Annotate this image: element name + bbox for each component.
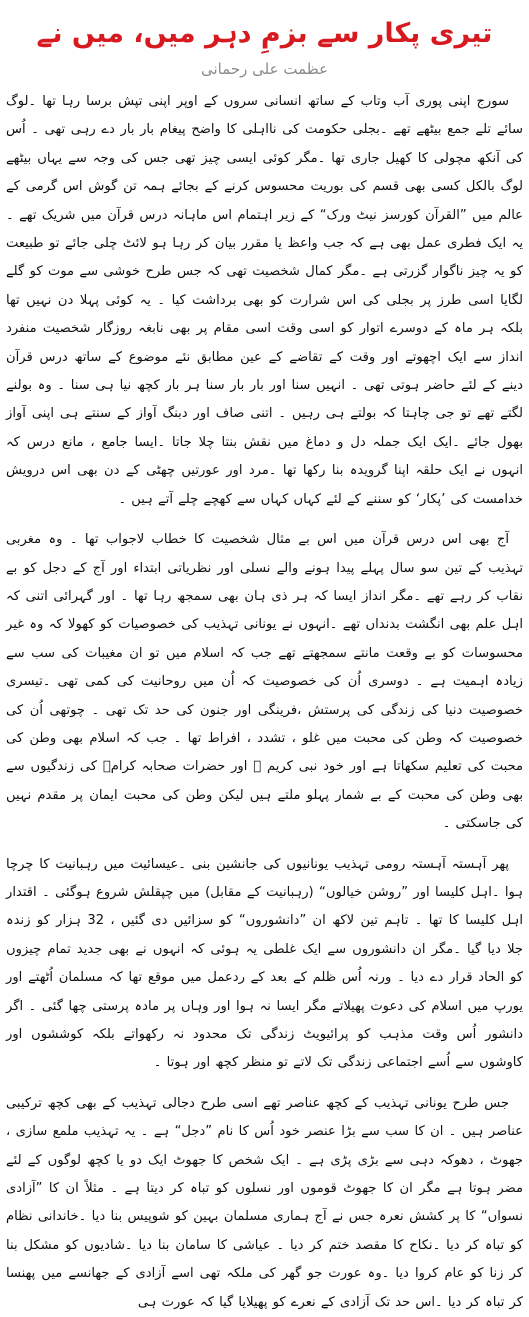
paragraph-text: جس طرح یونانی تہذیب کے کچھ عناصر تھے اسی طرح دجالی تہذیب کے بھی کچھ ترکیبی عناصر ہیں ۔ ان کا سب سے بڑا عنصر خود اُس کا نام ”دجل“ ہے ۔ یہ تہذیب ملمع سازی ، جھوٹ ، دھوکہ دہی سے بڑی پڑی ہے ۔ ایک شخص کا جھوٹ ایک دو یا کچھ لوگوں کے لئے مضر ہوتا ہے مگر ان کا جھوٹ قوموں اور نسلوں کو تباہ کر دیتا ہے ۔ مثلاً ان کا ”آزادی نسواں“ کا پر کشش نعرہ جس نے آج ہماری مسلمان بہین کو شوپیس بنا دیا ۔خاندانی نظام کو تباہ کر دیا ۔نکاح کا مقصد ختم کر دیا ۔ عیاشی کا سامان بنا دیا ۔شادیوں کو مشکل بنا کر زنا کو عام کروا دیا ۔وہ عورت جو گھر کی ملکہ تھی اسے آزادی کے جھانسے میں پھنسا کر تباہ کر دیا ۔اس حد تک آزادی کے نعرے کو پھیلایا گیا کہ عورت ہی [6,1095,523,1310]
paragraph-text: آج بھی اس درس قرآن میں اس بے مثال شخصیت کا خطاب لاجواب تھا ۔ وہ مغربی تہذیب کے تین سو سال پہلے پیدا ہونے والے نسلی اور نظریاتی ابتداء اور آج کے دجل کو بے نقاب کر رہے تھے ۔مگر انداز ایسا کہ ہر ذی ہان بھی سمجھ رہا تھا ۔ اور گہرائی اتنی کہ اہل علم بھی انگشت بدنداں تھے ۔انہوں نے یونانی تہذیب کی خصوصیات کو کھولا کہ وہ غیر محسوسات کو بے وقعت مانتے سمجھتے تھے جب کہ اسلام میں تو ان مغیبات کی سب سے زیادہ اہمیت ہے ۔ دوسری اُن کی خصوصیت کہ اُن میں روحانیت کی کمی تھی ۔تیسری خصوصیت دنیا کی زندگی کی پرستش ،فرینگی اور جنون کی حد تک تھی ۔ چوتھی اُن کی خصوصیت کہ وطن کی محبت میں غلو ، تشدد ، افراط تھا ۔ جب کہ اسلام بھی وطن کی محبت کی تعلیم سکھاتا ہے اور خود نبی کریم ﷺ اور حضرات صحابہ کرامؓ کی زندگیوں سے بھی وطن کی محبت کے بے شمار پہلو ملتے ہیں لیکن وطن کی محبت ایمان پر مقدم نہیں کی جاسکتی ۔ [6,532,523,832]
paragraph-2 [6,526,523,838]
paragraph-3 [6,851,523,1078]
article-title: تیری پکار سے بزمِ دہر میں، میں نے [36,18,493,49]
article-body [6,88,523,1317]
article-author: عظمت علی رحمانی [200,60,329,78]
paragraph-4 [6,1090,523,1317]
paragraph-text: پھر آہستہ آہستہ رومی تہذیب یونانیوں کی جانشین بنی ۔عیسائیت میں رہبانیت کا چرچا ہوا ۔اہل کلیسا اور ”روشن خیالوں“ (رہبانیت کے مقابل) میں چپقلش شروع ہوگئی ۔ اقتدار اہل کلیسا کا تھا ۔ تاہم تین لاکھ ان ”دانشوروں“ کو سزائیں دی گئیں ، 32 ہزار کو زندہ جلا دیا گیا ۔مگر ان دانشوروں سے ایک غلطی یہ ہوئی کہ انہوں نے بھی جدید تمام چیزوں کو الحاد قرار دے دیا ۔ ورنہ اُس ظلم کے بعد کے ردعمل میں موقع تھا کہ مسلمان اُٹھتے اور یورپ میں اسلام کی دعوت پھیلاتے مگر ایسا نہ ہوا اور وہاں پر مادہ پرستی چھا گئی ۔ اگر دانشور اُس وقت مذہب کو پرائیویٹ زندگی تک محدود نہ رکھواتے بلکہ کوششوں اور کاوشوں سے اُسے اجتماعی زندگی تک لاتے تو منظر کچھ اور ہوتا ۔ [6,856,523,1071]
paragraph-1 [6,88,523,514]
paragraph-text: سورج اپنی پوری آب وتاب کے ساتھ انسانی سروں کے اوپر اپنی تپش برسا رہا تھا ۔لوگ سائے تلے جمع بیٹھے تھے ۔بجلی حکومت کی نااہلی کا واضح پیغام بار بار دے رہی تھی ۔ اُس کی آنکھ مچولی کا کھیل جاری تھا ۔مگر کوئی ایسی چیز تھی جس کی وجہ سے یہاں بیٹھے لوگ بالکل کسی بھی قسم کی بوریت محسوس کرنے کے بجائے ہمہ تن گوش اس گرمی کے عالم میں ”القرآن کورسز نیٹ ورک“ کے زیر اہتمام اس ماہانہ درس قرآن میں شریک تھے ۔ یہ ایک فطری عمل بھی ہے کہ جب واعظ یا مقرر بیان کر رہا ہو لائٹ چلی جائے تو طبیعت کو یہ چیز ناگوار گزرتی ہے ۔مگر کمال شخصیت تھی کہ جس طرح خوشی سے موت کو گلے لگایا اسی طرز پر بجلی کی اس شرارت کو بھی برداشت کیا ۔ یہ کوئی پہلا دن نہیں تھا بلکہ ہر ماہ کے دوسرے اتوار کو اسی وقت اسی مقام پر بھی نابغہ روزگار شخصیت منفرد انداز سے ایک اچھوتے اور وقت کے تقاضے کے عین مطابق نئے موضوع کے ساتھ درس قرآن دینے کے لئے حاضر ہوتی تھی ۔ انہیں سنا اور بار بار سنا ہر بار کچھ نیا ہی سنا ۔ وہ بولنے لگتے تھے تو جی چاہتا کہ بولتے ہی رہیں ۔ اتنی صاف اور دبنگ آواز کے سنتے ہی اپنی آواز بھول جائے ۔ایک ایک جملہ دل و دماغ میں نقش بنتا چلا جاتا ۔ایسا جامع ، مانع درس کہ انہوں نے ایک حلقہ اپنا گرویدہ بنا رکھا تھا ۔مرد اور عورتیں چھٹی کے دن بھی اس درویش خدامست کی ’پکار‘ کو سننے کے لئے کہاں کہاں سے کھچے چلے آتے ہیں ۔ [6,94,523,507]
